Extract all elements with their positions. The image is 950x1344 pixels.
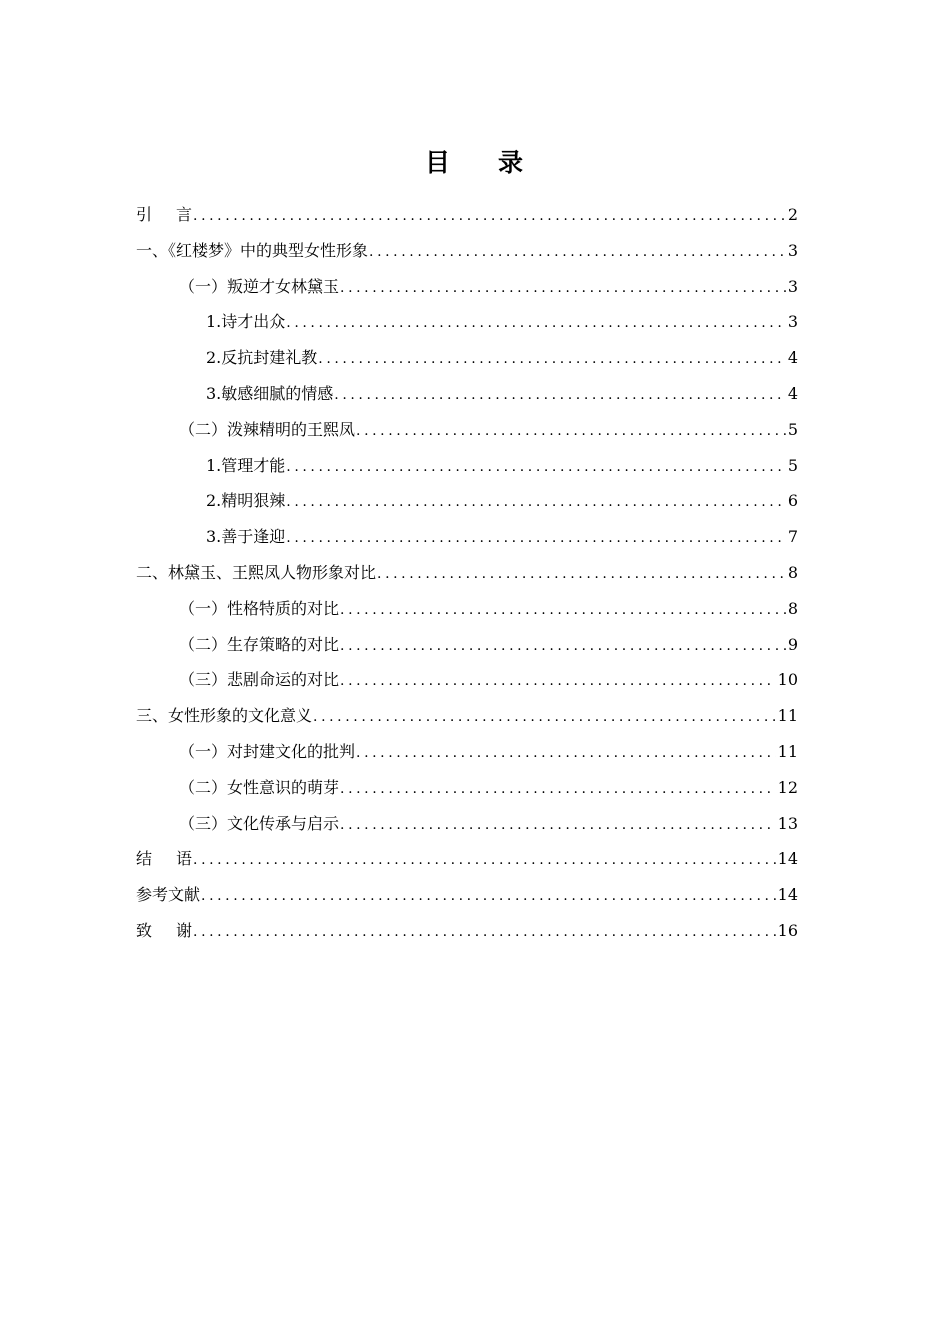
toc-entry-label: （一）性格特质的对比	[179, 598, 340, 618]
toc-entry-label: 2.反抗封建礼教	[206, 348, 318, 368]
toc-entry-page: 6	[787, 491, 798, 511]
toc-entry-label: （一）对封建文化的批判	[179, 741, 356, 761]
toc-entry-page: 11	[777, 741, 798, 761]
dot-leader	[356, 414, 786, 450]
toc-entry[interactable]	[136, 197, 798, 233]
toc-entry-label: （二）泼辣精明的王熙凤	[179, 419, 356, 439]
toc-entry-label: 参考文献	[136, 885, 201, 905]
toc-entry-page: 13	[777, 813, 798, 833]
toc-entry-page: 4	[787, 348, 798, 368]
page-title	[0, 146, 950, 180]
toc-entry-label: 3.善于逢迎	[206, 527, 286, 547]
toc-entry-page: 10	[777, 670, 798, 690]
toc-entry-label: （三）悲剧命运的对比	[179, 670, 340, 690]
toc-entry-page: 2	[787, 205, 798, 224]
toc-entry-page: 9	[787, 634, 798, 654]
toc-entry-page: 8	[787, 562, 798, 582]
dot-leader	[193, 915, 776, 951]
toc-entry[interactable]	[136, 304, 798, 340]
dot-leader	[340, 772, 776, 808]
toc-entry-label: （二）生存策略的对比	[179, 634, 340, 654]
toc-entry-page: 4	[787, 383, 798, 403]
dot-leader	[201, 879, 776, 915]
toc-entry[interactable]	[136, 340, 798, 376]
toc-entry-page: 3	[787, 240, 798, 260]
title-char-right: 录	[498, 148, 526, 177]
dot-leader	[356, 736, 776, 772]
toc-entry-label: （二）女性意识的萌芽	[179, 777, 340, 797]
toc-entry[interactable]	[136, 555, 798, 591]
toc-entry[interactable]	[136, 770, 798, 806]
toc-entry[interactable]	[136, 734, 798, 770]
toc-entry-page: 3	[787, 312, 798, 332]
toc-entry-label: （三）文化传承与启示	[179, 813, 340, 833]
dot-leader	[340, 629, 786, 665]
toc-entry-label: 二、林黛玉、王熙凤人物形象对比	[136, 562, 377, 582]
toc-entry-label: （一）叛逆才女林黛玉	[179, 276, 340, 296]
toc-entry-label: 致 谢	[136, 920, 193, 940]
toc-entry-label: 引 言	[136, 205, 193, 224]
dot-leader	[340, 271, 786, 307]
toc-entry[interactable]	[136, 662, 798, 698]
dot-leader	[340, 593, 786, 629]
dot-leader	[286, 306, 786, 342]
toc-entry-label: 2.精明狠辣	[206, 491, 286, 511]
toc-entry-page: 14	[777, 849, 798, 869]
dot-leader	[318, 342, 786, 378]
dot-leader	[340, 808, 776, 844]
toc-entry-page: 16	[777, 920, 798, 940]
dot-leader	[193, 843, 776, 879]
toc-entry-page: 7	[787, 527, 798, 547]
toc-entry-label: 1.诗才出众	[206, 312, 286, 332]
toc-entry[interactable]	[136, 591, 798, 627]
dot-leader	[286, 521, 786, 557]
dot-leader	[340, 664, 776, 700]
toc-entry-page: 5	[787, 419, 798, 439]
toc-entry-page: 5	[787, 455, 798, 475]
toc-entry-page: 8	[787, 598, 798, 618]
toc-entry[interactable]	[136, 698, 798, 734]
toc-entry-label: 一、《红楼梦》中的典型女性形象	[136, 240, 369, 260]
toc-entry[interactable]	[136, 877, 798, 913]
dot-leader	[286, 485, 786, 521]
toc-entry[interactable]	[136, 269, 798, 305]
toc-entry-page: 12	[777, 777, 798, 797]
toc-entry-label: 结 语	[136, 849, 193, 869]
toc-entry[interactable]	[136, 412, 798, 448]
toc-entry[interactable]	[136, 627, 798, 663]
toc-entry[interactable]	[136, 913, 798, 949]
table-of-contents	[136, 197, 798, 949]
toc-entry[interactable]	[136, 448, 798, 484]
toc-entry[interactable]	[136, 806, 798, 842]
dot-leader	[334, 378, 786, 414]
title-char-left: 目	[424, 148, 452, 177]
toc-entry-label: 3.敏感细腻的情感	[206, 383, 334, 403]
toc-entry-page: 3	[787, 276, 798, 296]
toc-entry[interactable]	[136, 376, 798, 412]
toc-entry-page: 11	[777, 706, 798, 726]
dot-leader	[193, 199, 786, 235]
dot-leader	[369, 235, 786, 271]
toc-entry[interactable]	[136, 233, 798, 269]
dot-leader	[313, 700, 776, 736]
toc-entry-page: 14	[777, 885, 798, 905]
dot-leader	[377, 557, 786, 593]
toc-entry-label: 1.管理才能	[206, 455, 286, 475]
toc-entry[interactable]	[136, 841, 798, 877]
toc-entry[interactable]	[136, 483, 798, 519]
toc-entry[interactable]	[136, 519, 798, 555]
dot-leader	[286, 450, 786, 486]
toc-entry-label: 三、女性形象的文化意义	[136, 706, 313, 726]
